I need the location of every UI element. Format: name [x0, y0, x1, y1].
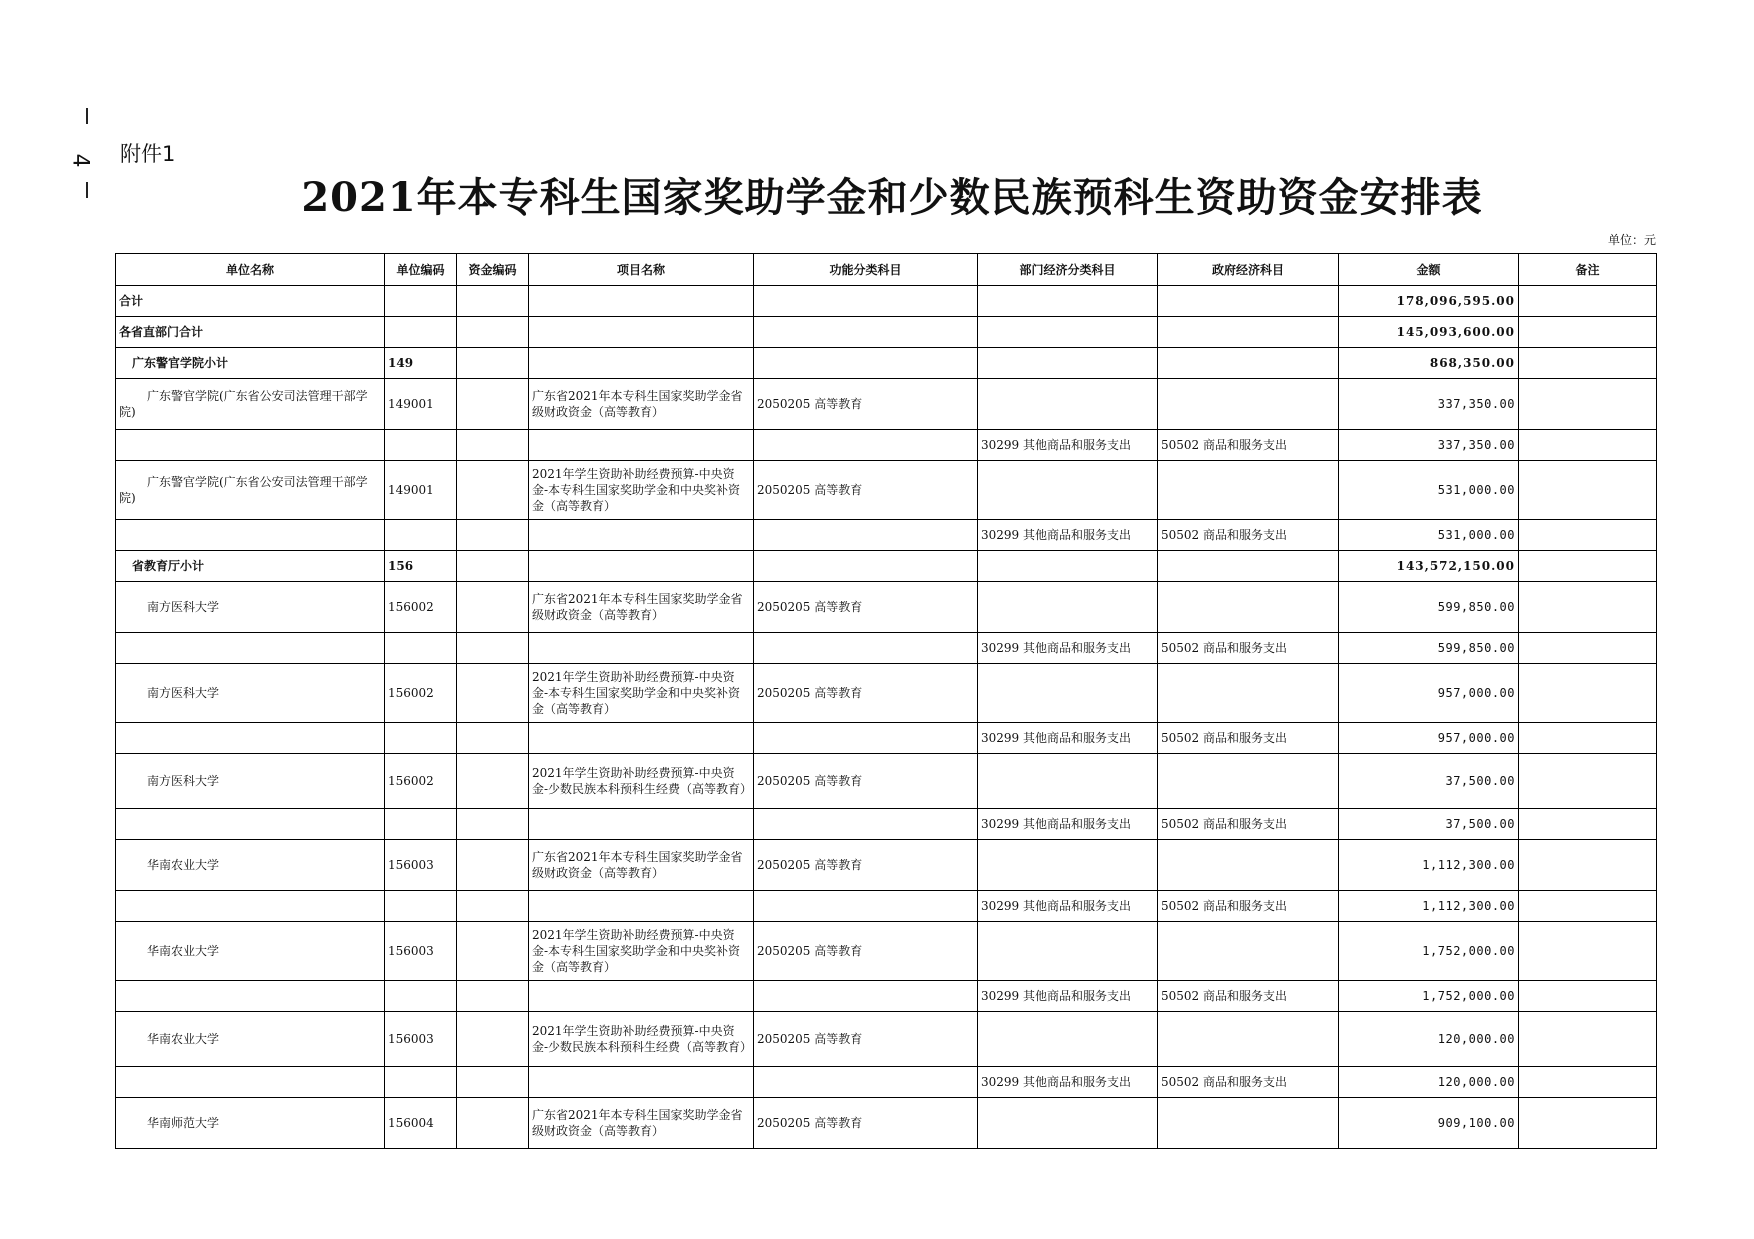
- cell-project-name: [529, 633, 754, 664]
- cell-amount: 37,500.00: [1339, 809, 1519, 840]
- header-unit-code: 单位编码: [385, 254, 457, 286]
- cell-dept-economic-category: [978, 922, 1158, 981]
- cell-gov-economic-category: 50502 商品和服务支出: [1158, 891, 1339, 922]
- cell-gov-economic-category: 50502 商品和服务支出: [1158, 430, 1339, 461]
- table-row: [116, 1067, 1657, 1098]
- cell-project-name: [529, 809, 754, 840]
- cell-dept-economic-category: 30299 其他商品和服务支出: [978, 981, 1158, 1012]
- cell-unit-name: 广东警官学院(广东省公安司法管理干部学院): [116, 461, 385, 520]
- cell-unit-name: 华南师范大学: [116, 1098, 385, 1149]
- cell-function-category: [754, 891, 978, 922]
- cell-unit-code: 149001: [385, 461, 457, 520]
- cell-unit-name: 合计: [116, 286, 385, 317]
- cell-fund-code: [457, 551, 529, 582]
- cell-amount: 337,350.00: [1339, 379, 1519, 430]
- cell-function-category: 2050205 高等教育: [754, 582, 978, 633]
- cell-remarks: [1519, 809, 1657, 840]
- table-row: [116, 922, 1657, 981]
- cell-fund-code: [457, 981, 529, 1012]
- cell-project-name: 2021年学生资助补助经费预算-中央资金-本专科生国家奖助学金和中央奖补资金（高等教育）: [529, 922, 754, 981]
- table-row: [116, 664, 1657, 723]
- cell-unit-name: [116, 723, 385, 754]
- cell-gov-economic-category: [1158, 286, 1339, 317]
- cell-function-category: [754, 348, 978, 379]
- table-row: [116, 520, 1657, 551]
- cell-function-category: 2050205 高等教育: [754, 840, 978, 891]
- cell-project-name: 广东省2021年本专科生国家奖助学金省级财政资金（高等教育）: [529, 582, 754, 633]
- table-row: [116, 754, 1657, 809]
- unit-label: 单位：元: [1607, 233, 1656, 247]
- cell-gov-economic-category: 50502 商品和服务支出: [1158, 633, 1339, 664]
- cell-function-category: 2050205 高等教育: [754, 754, 978, 809]
- attachment-label: 附件1: [120, 142, 176, 166]
- cell-unit-code: [385, 809, 457, 840]
- cell-remarks: [1519, 1012, 1657, 1067]
- cell-unit-name: 华南农业大学: [116, 840, 385, 891]
- header-amount: 金额: [1339, 254, 1519, 286]
- cell-fund-code: [457, 582, 529, 633]
- cell-function-category: [754, 633, 978, 664]
- cell-project-name: 广东省2021年本专科生国家奖助学金省级财政资金（高等教育）: [529, 840, 754, 891]
- cell-amount: 599,850.00: [1339, 633, 1519, 664]
- cell-project-name: [529, 891, 754, 922]
- cell-fund-code: [457, 520, 529, 551]
- cell-unit-name: [116, 891, 385, 922]
- cell-amount: 120,000.00: [1339, 1012, 1519, 1067]
- cell-function-category: [754, 809, 978, 840]
- cell-fund-code: [457, 430, 529, 461]
- cell-amount: 120,000.00: [1339, 1067, 1519, 1098]
- table-row: [116, 317, 1657, 348]
- cell-dept-economic-category: 30299 其他商品和服务支出: [978, 809, 1158, 840]
- cell-remarks: [1519, 520, 1657, 551]
- cell-gov-economic-category: 50502 商品和服务支出: [1158, 981, 1339, 1012]
- cell-amount: 909,100.00: [1339, 1098, 1519, 1149]
- cell-dept-economic-category: [978, 286, 1158, 317]
- cell-project-name: [529, 1067, 754, 1098]
- cell-unit-code: [385, 317, 457, 348]
- cell-project-name: [529, 286, 754, 317]
- cell-remarks: [1519, 461, 1657, 520]
- cell-unit-name: [116, 981, 385, 1012]
- cell-unit-code: [385, 520, 457, 551]
- cell-function-category: [754, 286, 978, 317]
- cell-project-name: 广东省2021年本专科生国家奖助学金省级财政资金（高等教育）: [529, 1098, 754, 1149]
- table-row: [116, 840, 1657, 891]
- header-dept-economic-category: 部门经济分类科目: [978, 254, 1158, 286]
- table-row: [116, 723, 1657, 754]
- table-header-row: [116, 254, 1657, 286]
- cell-dept-economic-category: [978, 379, 1158, 430]
- cell-project-name: 2021年学生资助补助经费预算-中央资金-少数民族本科预科生经费（高等教育）: [529, 754, 754, 809]
- cell-gov-economic-category: [1158, 840, 1339, 891]
- cell-function-category: [754, 723, 978, 754]
- cell-unit-name: 省教育厅小计: [116, 551, 385, 582]
- cell-dept-economic-category: 30299 其他商品和服务支出: [978, 1067, 1158, 1098]
- cell-fund-code: [457, 664, 529, 723]
- table-row: [116, 633, 1657, 664]
- cell-unit-code: [385, 286, 457, 317]
- cell-gov-economic-category: [1158, 1098, 1339, 1149]
- cell-unit-name: 南方医科大学: [116, 582, 385, 633]
- cell-fund-code: [457, 633, 529, 664]
- cell-function-category: [754, 317, 978, 348]
- page-number-dash-top: [86, 108, 88, 124]
- cell-unit-code: 156003: [385, 922, 457, 981]
- cell-dept-economic-category: [978, 317, 1158, 348]
- cell-unit-code: 156004: [385, 1098, 457, 1149]
- cell-gov-economic-category: [1158, 348, 1339, 379]
- header-function-category: 功能分类科目: [754, 254, 978, 286]
- cell-project-name: [529, 723, 754, 754]
- document-title: 2021年本专科生国家奖助学金和少数民族预科生资助资金安排表: [301, 174, 1483, 221]
- cell-amount: 143,572,150.00: [1339, 551, 1519, 582]
- cell-fund-code: [457, 1067, 529, 1098]
- header-project-name: 项目名称: [529, 254, 754, 286]
- cell-fund-code: [457, 922, 529, 981]
- cell-gov-economic-category: 50502 商品和服务支出: [1158, 520, 1339, 551]
- cell-function-category: 2050205 高等教育: [754, 379, 978, 430]
- cell-unit-name: [116, 520, 385, 551]
- cell-gov-economic-category: 50502 商品和服务支出: [1158, 809, 1339, 840]
- cell-unit-code: [385, 633, 457, 664]
- cell-remarks: [1519, 551, 1657, 582]
- cell-remarks: [1519, 1067, 1657, 1098]
- cell-unit-code: 156003: [385, 840, 457, 891]
- cell-amount: 1,752,000.00: [1339, 981, 1519, 1012]
- header-remarks: 备注: [1519, 254, 1657, 286]
- cell-function-category: [754, 430, 978, 461]
- cell-gov-economic-category: [1158, 1012, 1339, 1067]
- cell-gov-economic-category: 50502 商品和服务支出: [1158, 1067, 1339, 1098]
- table-row: [116, 1098, 1657, 1149]
- cell-gov-economic-category: [1158, 317, 1339, 348]
- cell-remarks: [1519, 633, 1657, 664]
- cell-project-name: [529, 317, 754, 348]
- cell-unit-code: [385, 1067, 457, 1098]
- cell-amount: 531,000.00: [1339, 520, 1519, 551]
- cell-dept-economic-category: 30299 其他商品和服务支出: [978, 430, 1158, 461]
- cell-remarks: [1519, 981, 1657, 1012]
- cell-function-category: 2050205 高等教育: [754, 461, 978, 520]
- cell-fund-code: [457, 317, 529, 348]
- cell-remarks: [1519, 1098, 1657, 1149]
- table-row: [116, 348, 1657, 379]
- cell-remarks: [1519, 286, 1657, 317]
- cell-amount: 599,850.00: [1339, 582, 1519, 633]
- cell-dept-economic-category: [978, 1098, 1158, 1149]
- page-number-value: 4: [67, 153, 93, 168]
- cell-unit-name: [116, 430, 385, 461]
- cell-unit-code: [385, 981, 457, 1012]
- cell-remarks: [1519, 317, 1657, 348]
- cell-project-name: 2021年学生资助补助经费预算-中央资金-本专科生国家奖助学金和中央奖补资金（高等教育）: [529, 664, 754, 723]
- cell-project-name: 2021年学生资助补助经费预算-中央资金-本专科生国家奖助学金和中央奖补资金（高等教育）: [529, 461, 754, 520]
- header-gov-economic-category: 政府经济科目: [1158, 254, 1339, 286]
- cell-amount: 37,500.00: [1339, 754, 1519, 809]
- cell-unit-name: [116, 1067, 385, 1098]
- cell-amount: 1,112,300.00: [1339, 891, 1519, 922]
- cell-gov-economic-category: 50502 商品和服务支出: [1158, 723, 1339, 754]
- cell-function-category: 2050205 高等教育: [754, 664, 978, 723]
- allocation-table: [115, 253, 1657, 1149]
- cell-project-name: [529, 348, 754, 379]
- cell-gov-economic-category: [1158, 551, 1339, 582]
- header-fund-code: 资金编码: [457, 254, 529, 286]
- table-body: [116, 286, 1657, 1149]
- cell-dept-economic-category: [978, 840, 1158, 891]
- cell-unit-code: 156002: [385, 582, 457, 633]
- cell-unit-code: [385, 723, 457, 754]
- cell-remarks: [1519, 922, 1657, 981]
- cell-dept-economic-category: 30299 其他商品和服务支出: [978, 520, 1158, 551]
- cell-dept-economic-category: 30299 其他商品和服务支出: [978, 891, 1158, 922]
- cell-fund-code: [457, 379, 529, 430]
- table-row: [116, 891, 1657, 922]
- cell-fund-code: [457, 1012, 529, 1067]
- cell-remarks: [1519, 582, 1657, 633]
- cell-gov-economic-category: [1158, 922, 1339, 981]
- cell-fund-code: [457, 723, 529, 754]
- table-row: [116, 582, 1657, 633]
- cell-unit-code: [385, 891, 457, 922]
- cell-dept-economic-category: [978, 1012, 1158, 1067]
- header-unit-name: 单位名称: [116, 254, 385, 286]
- table-row: [116, 286, 1657, 317]
- cell-dept-economic-category: [978, 461, 1158, 520]
- cell-function-category: [754, 981, 978, 1012]
- cell-amount: 145,093,600.00: [1339, 317, 1519, 348]
- cell-remarks: [1519, 664, 1657, 723]
- cell-remarks: [1519, 723, 1657, 754]
- cell-unit-code: 149001: [385, 379, 457, 430]
- cell-unit-code: 156: [385, 551, 457, 582]
- cell-unit-code: [385, 430, 457, 461]
- table-row: [116, 1012, 1657, 1067]
- cell-gov-economic-category: [1158, 461, 1339, 520]
- cell-project-name: 广东省2021年本专科生国家奖助学金省级财政资金（高等教育）: [529, 379, 754, 430]
- cell-unit-name: [116, 809, 385, 840]
- cell-function-category: 2050205 高等教育: [754, 1098, 978, 1149]
- cell-dept-economic-category: [978, 551, 1158, 582]
- cell-dept-economic-category: [978, 754, 1158, 809]
- cell-dept-economic-category: [978, 664, 1158, 723]
- cell-amount: 337,350.00: [1339, 430, 1519, 461]
- cell-unit-name: 华南农业大学: [116, 922, 385, 981]
- cell-remarks: [1519, 754, 1657, 809]
- cell-project-name: [529, 520, 754, 551]
- cell-unit-code: 156003: [385, 1012, 457, 1067]
- cell-amount: 1,112,300.00: [1339, 840, 1519, 891]
- cell-unit-name: [116, 633, 385, 664]
- cell-remarks: [1519, 430, 1657, 461]
- cell-amount: 178,096,595.00: [1339, 286, 1519, 317]
- cell-unit-code: 156002: [385, 664, 457, 723]
- cell-function-category: [754, 1067, 978, 1098]
- cell-gov-economic-category: [1158, 582, 1339, 633]
- cell-amount: 1,752,000.00: [1339, 922, 1519, 981]
- table-row: [116, 981, 1657, 1012]
- cell-unit-code: 156002: [385, 754, 457, 809]
- cell-dept-economic-category: 30299 其他商品和服务支出: [978, 633, 1158, 664]
- cell-unit-name: 各省直部门合计: [116, 317, 385, 348]
- cell-amount: 957,000.00: [1339, 664, 1519, 723]
- cell-unit-name: 南方医科大学: [116, 754, 385, 809]
- cell-gov-economic-category: [1158, 754, 1339, 809]
- table-row: [116, 809, 1657, 840]
- cell-amount: 957,000.00: [1339, 723, 1519, 754]
- cell-function-category: 2050205 高等教育: [754, 922, 978, 981]
- cell-unit-name: 华南农业大学: [116, 1012, 385, 1067]
- cell-unit-name: 广东警官学院(广东省公安司法管理干部学院): [116, 379, 385, 430]
- cell-remarks: [1519, 891, 1657, 922]
- cell-amount: 868,350.00: [1339, 348, 1519, 379]
- cell-dept-economic-category: 30299 其他商品和服务支出: [978, 723, 1158, 754]
- cell-remarks: [1519, 379, 1657, 430]
- cell-fund-code: [457, 754, 529, 809]
- cell-project-name: 2021年学生资助补助经费预算-中央资金-少数民族本科预科生经费（高等教育）: [529, 1012, 754, 1067]
- cell-fund-code: [457, 809, 529, 840]
- table-row: [116, 461, 1657, 520]
- cell-unit-name: 广东警官学院小计: [116, 348, 385, 379]
- cell-project-name: [529, 430, 754, 461]
- table-row: [116, 430, 1657, 461]
- cell-fund-code: [457, 461, 529, 520]
- cell-fund-code: [457, 1098, 529, 1149]
- cell-project-name: [529, 981, 754, 1012]
- cell-fund-code: [457, 348, 529, 379]
- cell-fund-code: [457, 286, 529, 317]
- cell-amount: 531,000.00: [1339, 461, 1519, 520]
- cell-fund-code: [457, 840, 529, 891]
- cell-dept-economic-category: [978, 348, 1158, 379]
- cell-gov-economic-category: [1158, 379, 1339, 430]
- cell-dept-economic-category: [978, 582, 1158, 633]
- cell-unit-name: 南方医科大学: [116, 664, 385, 723]
- table-row: [116, 551, 1657, 582]
- cell-function-category: [754, 551, 978, 582]
- cell-project-name: [529, 551, 754, 582]
- cell-function-category: 2050205 高等教育: [754, 1012, 978, 1067]
- cell-remarks: [1519, 348, 1657, 379]
- cell-function-category: [754, 520, 978, 551]
- cell-unit-code: 149: [385, 348, 457, 379]
- cell-remarks: [1519, 840, 1657, 891]
- table-row: [116, 379, 1657, 430]
- cell-fund-code: [457, 891, 529, 922]
- cell-gov-economic-category: [1158, 664, 1339, 723]
